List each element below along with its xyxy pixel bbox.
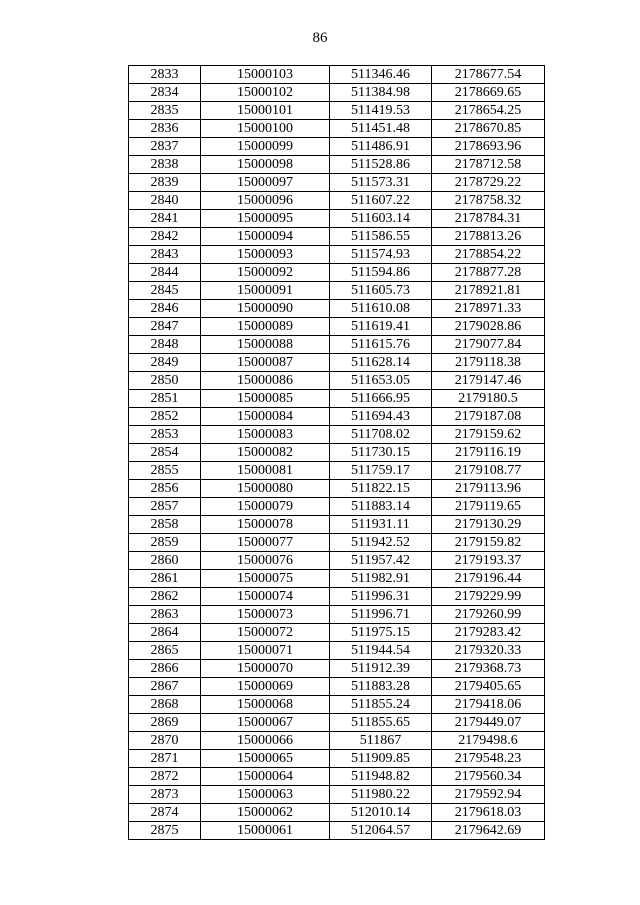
x-coordinate-cell: 511883.14 [330, 498, 432, 516]
x-coordinate-cell: 511730.15 [330, 444, 432, 462]
table-row [129, 804, 545, 822]
row-index-cell: 2854 [129, 444, 201, 462]
row-index-cell: 2874 [129, 804, 201, 822]
x-coordinate-cell: 511996.31 [330, 588, 432, 606]
row-index-cell: 2866 [129, 660, 201, 678]
x-coordinate-cell: 511948.82 [330, 768, 432, 786]
y-coordinate-cell: 2179560.34 [432, 768, 545, 786]
table-row [129, 678, 545, 696]
point-id-cell: 15000097 [201, 174, 330, 192]
y-coordinate-cell: 2179187.08 [432, 408, 545, 426]
row-index-cell: 2856 [129, 480, 201, 498]
table-row [129, 696, 545, 714]
table-row [129, 714, 545, 732]
point-id-cell: 15000071 [201, 642, 330, 660]
x-coordinate-cell: 511666.95 [330, 390, 432, 408]
y-coordinate-cell: 2178712.58 [432, 156, 545, 174]
point-id-cell: 15000081 [201, 462, 330, 480]
row-index-cell: 2840 [129, 192, 201, 210]
x-coordinate-cell: 511867 [330, 732, 432, 750]
table-row [129, 246, 545, 264]
point-id-cell: 15000091 [201, 282, 330, 300]
row-index-cell: 2861 [129, 570, 201, 588]
table-row [129, 732, 545, 750]
page-number: 86 [312, 30, 328, 46]
row-index-cell: 2843 [129, 246, 201, 264]
point-id-cell: 15000100 [201, 120, 330, 138]
table-row [129, 408, 545, 426]
table-row [129, 606, 545, 624]
y-coordinate-cell: 2179130.29 [432, 516, 545, 534]
row-index-cell: 2836 [129, 120, 201, 138]
x-coordinate-cell: 511607.22 [330, 192, 432, 210]
point-id-cell: 15000096 [201, 192, 330, 210]
table-row [129, 336, 545, 354]
table-row [129, 228, 545, 246]
row-index-cell: 2852 [129, 408, 201, 426]
table-row [129, 768, 545, 786]
coordinates-table [128, 65, 545, 840]
y-coordinate-cell: 2178758.32 [432, 192, 545, 210]
table-row [129, 84, 545, 102]
table-row [129, 156, 545, 174]
point-id-cell: 15000061 [201, 822, 330, 840]
y-coordinate-cell: 2178854.22 [432, 246, 545, 264]
point-id-cell: 15000098 [201, 156, 330, 174]
table-row [129, 282, 545, 300]
point-id-cell: 15000064 [201, 768, 330, 786]
table-row [129, 120, 545, 138]
table-row [129, 516, 545, 534]
point-id-cell: 15000067 [201, 714, 330, 732]
table-row [129, 498, 545, 516]
point-id-cell: 15000069 [201, 678, 330, 696]
x-coordinate-cell: 511855.24 [330, 696, 432, 714]
point-id-cell: 15000062 [201, 804, 330, 822]
table-row [129, 660, 545, 678]
x-coordinate-cell: 511957.42 [330, 552, 432, 570]
row-index-cell: 2871 [129, 750, 201, 768]
x-coordinate-cell: 511996.71 [330, 606, 432, 624]
x-coordinate-cell: 511419.53 [330, 102, 432, 120]
row-index-cell: 2870 [129, 732, 201, 750]
y-coordinate-cell: 2179116.19 [432, 444, 545, 462]
table-row [129, 390, 545, 408]
table-row [129, 192, 545, 210]
x-coordinate-cell: 511855.65 [330, 714, 432, 732]
point-id-cell: 15000087 [201, 354, 330, 372]
x-coordinate-cell: 511594.86 [330, 264, 432, 282]
y-coordinate-cell: 2178971.33 [432, 300, 545, 318]
y-coordinate-cell: 2178654.25 [432, 102, 545, 120]
x-coordinate-cell: 511980.22 [330, 786, 432, 804]
table-row [129, 318, 545, 336]
row-index-cell: 2853 [129, 426, 201, 444]
row-index-cell: 2842 [129, 228, 201, 246]
table-row [129, 588, 545, 606]
row-index-cell: 2845 [129, 282, 201, 300]
x-coordinate-cell: 511573.31 [330, 174, 432, 192]
point-id-cell: 15000076 [201, 552, 330, 570]
table-row [129, 210, 545, 228]
table-row [129, 102, 545, 120]
row-index-cell: 2863 [129, 606, 201, 624]
point-id-cell: 15000068 [201, 696, 330, 714]
x-coordinate-cell: 511822.15 [330, 480, 432, 498]
point-id-cell: 15000072 [201, 624, 330, 642]
y-coordinate-cell: 2179260.99 [432, 606, 545, 624]
y-coordinate-cell: 2179147.46 [432, 372, 545, 390]
row-index-cell: 2864 [129, 624, 201, 642]
y-coordinate-cell: 2178693.96 [432, 138, 545, 156]
table-row [129, 264, 545, 282]
y-coordinate-cell: 2178784.31 [432, 210, 545, 228]
table-row [129, 462, 545, 480]
x-coordinate-cell: 511574.93 [330, 246, 432, 264]
point-id-cell: 15000073 [201, 606, 330, 624]
row-index-cell: 2849 [129, 354, 201, 372]
row-index-cell: 2865 [129, 642, 201, 660]
row-index-cell: 2869 [129, 714, 201, 732]
x-coordinate-cell: 511346.46 [330, 66, 432, 84]
row-index-cell: 2859 [129, 534, 201, 552]
x-coordinate-cell: 511982.91 [330, 570, 432, 588]
table-row [129, 426, 545, 444]
x-coordinate-cell: 511975.15 [330, 624, 432, 642]
point-id-cell: 15000075 [201, 570, 330, 588]
x-coordinate-cell: 512064.57 [330, 822, 432, 840]
row-index-cell: 2834 [129, 84, 201, 102]
point-id-cell: 15000095 [201, 210, 330, 228]
row-index-cell: 2855 [129, 462, 201, 480]
y-coordinate-cell: 2179193.37 [432, 552, 545, 570]
row-index-cell: 2867 [129, 678, 201, 696]
x-coordinate-cell: 511603.14 [330, 210, 432, 228]
y-coordinate-cell: 2178677.54 [432, 66, 545, 84]
point-id-cell: 15000066 [201, 732, 330, 750]
table-row [129, 174, 545, 192]
row-index-cell: 2847 [129, 318, 201, 336]
y-coordinate-cell: 2179405.65 [432, 678, 545, 696]
x-coordinate-cell: 511942.52 [330, 534, 432, 552]
table-row [129, 786, 545, 804]
y-coordinate-cell: 2179108.77 [432, 462, 545, 480]
x-coordinate-cell: 511912.39 [330, 660, 432, 678]
point-id-cell: 15000082 [201, 444, 330, 462]
y-coordinate-cell: 2179118.38 [432, 354, 545, 372]
point-id-cell: 15000090 [201, 300, 330, 318]
point-id-cell: 15000070 [201, 660, 330, 678]
table-row [129, 552, 545, 570]
point-id-cell: 15000065 [201, 750, 330, 768]
point-id-cell: 15000092 [201, 264, 330, 282]
y-coordinate-cell: 2179642.69 [432, 822, 545, 840]
row-index-cell: 2873 [129, 786, 201, 804]
x-coordinate-cell: 511708.02 [330, 426, 432, 444]
point-id-cell: 15000085 [201, 390, 330, 408]
point-id-cell: 15000086 [201, 372, 330, 390]
point-id-cell: 15000079 [201, 498, 330, 516]
point-id-cell: 15000094 [201, 228, 330, 246]
row-index-cell: 2875 [129, 822, 201, 840]
y-coordinate-cell: 2179548.23 [432, 750, 545, 768]
y-coordinate-cell: 2178670.85 [432, 120, 545, 138]
x-coordinate-cell: 511384.98 [330, 84, 432, 102]
row-index-cell: 2850 [129, 372, 201, 390]
table-row [129, 822, 545, 840]
row-index-cell: 2851 [129, 390, 201, 408]
y-coordinate-cell: 2178813.26 [432, 228, 545, 246]
point-id-cell: 15000080 [201, 480, 330, 498]
table-row [129, 372, 545, 390]
row-index-cell: 2848 [129, 336, 201, 354]
point-id-cell: 15000101 [201, 102, 330, 120]
y-coordinate-cell: 2179283.42 [432, 624, 545, 642]
point-id-cell: 15000093 [201, 246, 330, 264]
y-coordinate-cell: 2179418.06 [432, 696, 545, 714]
x-coordinate-cell: 511605.73 [330, 282, 432, 300]
y-coordinate-cell: 2179159.62 [432, 426, 545, 444]
table-row [129, 750, 545, 768]
y-coordinate-cell: 2178729.22 [432, 174, 545, 192]
row-index-cell: 2837 [129, 138, 201, 156]
table-row [129, 444, 545, 462]
row-index-cell: 2835 [129, 102, 201, 120]
x-coordinate-cell: 511653.05 [330, 372, 432, 390]
table-row [129, 300, 545, 318]
x-coordinate-cell: 511759.17 [330, 462, 432, 480]
point-id-cell: 15000084 [201, 408, 330, 426]
x-coordinate-cell: 511610.08 [330, 300, 432, 318]
y-coordinate-cell: 2179618.03 [432, 804, 545, 822]
x-coordinate-cell: 511628.14 [330, 354, 432, 372]
row-index-cell: 2858 [129, 516, 201, 534]
point-id-cell: 15000099 [201, 138, 330, 156]
x-coordinate-cell: 511615.76 [330, 336, 432, 354]
table-row [129, 138, 545, 156]
y-coordinate-cell: 2179077.84 [432, 336, 545, 354]
row-index-cell: 2844 [129, 264, 201, 282]
row-index-cell: 2860 [129, 552, 201, 570]
y-coordinate-cell: 2179196.44 [432, 570, 545, 588]
point-id-cell: 15000102 [201, 84, 330, 102]
point-id-cell: 15000083 [201, 426, 330, 444]
row-index-cell: 2833 [129, 66, 201, 84]
point-id-cell: 15000074 [201, 588, 330, 606]
y-coordinate-cell: 2179449.07 [432, 714, 545, 732]
y-coordinate-cell: 2179119.65 [432, 498, 545, 516]
x-coordinate-cell: 511944.54 [330, 642, 432, 660]
x-coordinate-cell: 512010.14 [330, 804, 432, 822]
row-index-cell: 2857 [129, 498, 201, 516]
table-row [129, 66, 545, 84]
row-index-cell: 2841 [129, 210, 201, 228]
x-coordinate-cell: 511931.11 [330, 516, 432, 534]
row-index-cell: 2862 [129, 588, 201, 606]
x-coordinate-cell: 511619.41 [330, 318, 432, 336]
table-row [129, 642, 545, 660]
row-index-cell: 2846 [129, 300, 201, 318]
x-coordinate-cell: 511486.91 [330, 138, 432, 156]
point-id-cell: 15000077 [201, 534, 330, 552]
table-row [129, 480, 545, 498]
y-coordinate-cell: 2179229.99 [432, 588, 545, 606]
x-coordinate-cell: 511883.28 [330, 678, 432, 696]
y-coordinate-cell: 2179159.82 [432, 534, 545, 552]
x-coordinate-cell: 511909.85 [330, 750, 432, 768]
row-index-cell: 2839 [129, 174, 201, 192]
x-coordinate-cell: 511586.55 [330, 228, 432, 246]
y-coordinate-cell: 2179113.96 [432, 480, 545, 498]
point-id-cell: 15000063 [201, 786, 330, 804]
y-coordinate-cell: 2178669.65 [432, 84, 545, 102]
x-coordinate-cell: 511451.48 [330, 120, 432, 138]
y-coordinate-cell: 2179320.33 [432, 642, 545, 660]
y-coordinate-cell: 2179368.73 [432, 660, 545, 678]
table-row [129, 354, 545, 372]
x-coordinate-cell: 511528.86 [330, 156, 432, 174]
point-id-cell: 15000089 [201, 318, 330, 336]
y-coordinate-cell: 2179180.5 [432, 390, 545, 408]
row-index-cell: 2838 [129, 156, 201, 174]
row-index-cell: 2872 [129, 768, 201, 786]
table-row [129, 624, 545, 642]
y-coordinate-cell: 2178877.28 [432, 264, 545, 282]
y-coordinate-cell: 2178921.81 [432, 282, 545, 300]
point-id-cell: 15000078 [201, 516, 330, 534]
point-id-cell: 15000103 [201, 66, 330, 84]
table-body [129, 66, 545, 840]
table-row [129, 534, 545, 552]
table-row [129, 570, 545, 588]
point-id-cell: 15000088 [201, 336, 330, 354]
y-coordinate-cell: 2179592.94 [432, 786, 545, 804]
y-coordinate-cell: 2179028.86 [432, 318, 545, 336]
y-coordinate-cell: 2179498.6 [432, 732, 545, 750]
x-coordinate-cell: 511694.43 [330, 408, 432, 426]
row-index-cell: 2868 [129, 696, 201, 714]
